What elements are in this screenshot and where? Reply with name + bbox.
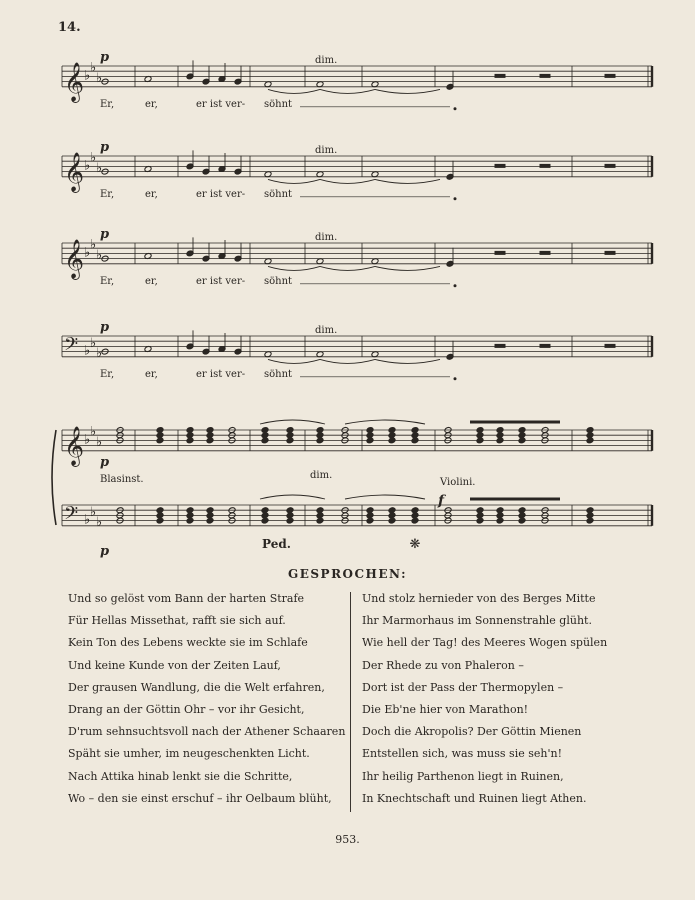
poem-line: Und stolz hernieder von des Berges Mitte	[362, 592, 596, 605]
lyric-period	[454, 378, 456, 380]
note-head	[388, 507, 396, 514]
tie-slur	[268, 89, 320, 93]
dynamic-p: p	[100, 50, 110, 65]
label-violins: Violini.	[440, 477, 476, 488]
tie-slur	[375, 359, 440, 363]
note-head	[206, 427, 214, 434]
lyric: er ist ver-	[196, 368, 246, 380]
flat-sign: ♭	[90, 60, 97, 76]
dim-marking: dim.	[315, 145, 338, 156]
lyric: Er,	[100, 368, 115, 380]
flat-sign: ♭	[90, 237, 97, 253]
tie-slur	[260, 420, 325, 424]
column-divider	[350, 592, 351, 812]
half-rest	[605, 251, 615, 254]
note-head	[411, 517, 419, 524]
half-rest	[540, 164, 550, 167]
flat-sign: ♭	[96, 435, 103, 450]
lyric: er,	[145, 275, 158, 287]
note-head	[411, 427, 419, 434]
bass-clef: 𝄢	[64, 503, 79, 529]
poem-line: Späht sie umher, im neugeschenkten Licht.	[68, 747, 310, 761]
poem-line: Wie hell der Tag! des Meeres Wogen spülen	[362, 636, 608, 650]
note-head	[316, 517, 324, 524]
flat-sign: ♭	[84, 245, 91, 261]
page-number-top: 14.	[58, 20, 81, 35]
poem-line: Kein Ton des Lebens weckte sie im Schlafe	[68, 636, 308, 650]
poem-line: Entstellen sich, was muss sie seh'n!	[362, 747, 562, 761]
lyric: er,	[145, 98, 158, 110]
note-head	[286, 517, 294, 524]
flat-sign: ♭	[90, 150, 97, 166]
lyric-period	[454, 285, 456, 287]
lyric: er,	[145, 368, 158, 380]
tie-slur	[268, 359, 320, 363]
note-head	[206, 517, 214, 524]
poem-line: Für Hellas Missethat, rafft sie sich auf.	[68, 614, 286, 628]
note-head	[261, 507, 269, 514]
note-head	[518, 517, 526, 524]
half-rest	[495, 74, 505, 77]
note-head	[476, 507, 484, 514]
poem-line: Die Eb'ne hier von Marathon!	[362, 702, 529, 716]
flat-sign: ♭	[84, 158, 91, 174]
note-head	[186, 517, 194, 524]
flat-sign: ♭	[96, 248, 103, 263]
flat-sign: ♭	[90, 424, 97, 440]
note-head	[156, 507, 164, 514]
lyric: er ist ver-	[196, 98, 246, 110]
half-rest	[495, 344, 505, 347]
poem-line: Doch die Akropolis? Der Göttin Mienen	[362, 725, 582, 739]
poem-line: Nach Attika hinab lenkt sie die Schritte,	[68, 769, 293, 783]
pedal-marking: Ped.	[262, 537, 291, 551]
flat-sign: ♭	[96, 515, 103, 531]
dim-marking: dim.	[310, 470, 333, 481]
lyric: söhnt	[264, 368, 293, 380]
note-head	[518, 427, 526, 434]
tie-slur	[268, 179, 320, 183]
lyric: er,	[145, 188, 158, 200]
lyric: Er,	[100, 275, 115, 287]
half-rest	[540, 344, 550, 347]
poem-right-column	[362, 588, 607, 810]
lyric: Er,	[100, 98, 115, 110]
tie-slur	[260, 495, 325, 499]
flat-sign: ♭	[96, 71, 103, 86]
note-head	[586, 507, 594, 514]
note-head	[286, 507, 294, 514]
poem-line: D'rum sehnsuchtsvoll nach der Athener Schaaren	[68, 725, 346, 739]
poem-line: Ihr Marmorhaus im Sonnenstrahle glüht.	[362, 614, 592, 628]
lyric: Er,	[100, 188, 115, 200]
note-head	[261, 427, 269, 434]
flat-sign: ♭	[84, 68, 91, 84]
tie-slur	[320, 89, 375, 93]
note-head	[586, 427, 594, 434]
poem-line: Ihr heilig Parthenon liegt in Ruinen,	[362, 769, 564, 783]
note-head	[316, 427, 324, 434]
tie-slur	[375, 266, 440, 270]
poem-line: Dort ist der Pass der Thermopylen –	[362, 680, 564, 694]
dim-marking: dim.	[315, 55, 338, 66]
half-rest	[495, 251, 505, 254]
tie-slur	[345, 495, 425, 499]
pedal-release-marking: ❋	[409, 537, 421, 552]
treble-clef: 𝄞	[64, 238, 85, 279]
note-head	[156, 517, 164, 524]
lyric-period	[454, 198, 456, 200]
flat-sign: ♭	[90, 504, 97, 520]
half-rest	[540, 251, 550, 254]
dynamic-p: p	[100, 455, 110, 470]
dim-marking: dim.	[315, 232, 338, 243]
poem-line: Drang an der Göttin Ohr – vor ihr Gesicht,	[68, 702, 305, 716]
tie-slur	[320, 359, 375, 363]
flat-sign: ♭	[84, 512, 91, 528]
lyric: er ist ver-	[196, 275, 246, 287]
tie-slur	[375, 179, 440, 183]
lyric: söhnt	[264, 188, 293, 200]
lyric: söhnt	[264, 275, 293, 287]
flat-sign: ♭	[96, 346, 103, 362]
piano-brace	[52, 430, 56, 525]
dynamic-p: p	[100, 227, 110, 242]
tie-slur	[320, 266, 375, 270]
flat-sign: ♭	[84, 343, 91, 359]
note-head	[411, 507, 419, 514]
flat-sign: ♭	[90, 335, 97, 351]
spoken-heading: GESPROCHEN:	[287, 567, 407, 581]
tie-slur	[345, 420, 425, 424]
note-head	[156, 427, 164, 434]
bass-clef: 𝄢	[64, 334, 79, 360]
note-head	[476, 427, 484, 434]
note-head	[286, 427, 294, 434]
half-rest	[605, 164, 615, 167]
half-rest	[540, 74, 550, 77]
dim-marking: dim.	[315, 325, 338, 336]
flat-sign: ♭	[96, 161, 103, 176]
poem-left-column	[68, 588, 345, 810]
tie-slur	[375, 89, 440, 93]
flat-sign: ♭	[84, 432, 91, 448]
treble-clef: 𝄞	[64, 151, 85, 192]
treble-clef: 𝄞	[64, 61, 85, 102]
poem-line: In Knechtschaft und Ruinen liegt Athen.	[362, 791, 587, 805]
dynamic-p: p	[100, 320, 110, 335]
tie-slur	[268, 266, 320, 270]
note-head	[388, 427, 396, 434]
note-head	[496, 427, 504, 434]
note-head	[518, 507, 526, 514]
poem-line: Wo – den sie einst erschuf – ihr Oelbaum blüht,	[68, 791, 332, 805]
note-head	[206, 507, 214, 514]
note-head	[366, 517, 374, 524]
note-head	[186, 507, 194, 514]
note-head	[586, 517, 594, 524]
note-head	[316, 507, 324, 514]
dynamic-p: p	[100, 140, 110, 155]
dynamic-p: p	[100, 544, 110, 559]
note-head	[186, 427, 194, 434]
lyric-period	[454, 108, 456, 110]
half-rest	[605, 344, 615, 347]
treble-clef: 𝄞	[64, 425, 85, 466]
lyric: er ist ver-	[196, 188, 246, 200]
poem-line: Der Rhede zu von Phaleron –	[362, 658, 524, 672]
note-head	[261, 517, 269, 524]
poem-line: Und so gelöst vom Bann der harten Strafe	[68, 592, 305, 605]
note-head	[366, 427, 374, 434]
poem-line: Der grausen Wandlung, die die Welt erfahren,	[68, 680, 325, 694]
page-number-bottom: 953.	[335, 833, 360, 846]
lyric: söhnt	[264, 98, 293, 110]
note-head	[496, 507, 504, 514]
tie-slur	[320, 179, 375, 183]
note-head	[366, 507, 374, 514]
dynamic-f: f	[438, 493, 445, 509]
poem-line: Und keine Kunde von der Zeiten Lauf,	[68, 658, 281, 672]
note-head	[476, 517, 484, 524]
note-head	[496, 517, 504, 524]
half-rest	[605, 74, 615, 77]
note-head	[388, 517, 396, 524]
label-winds: Blasinst.	[100, 474, 144, 485]
half-rest	[495, 164, 505, 167]
